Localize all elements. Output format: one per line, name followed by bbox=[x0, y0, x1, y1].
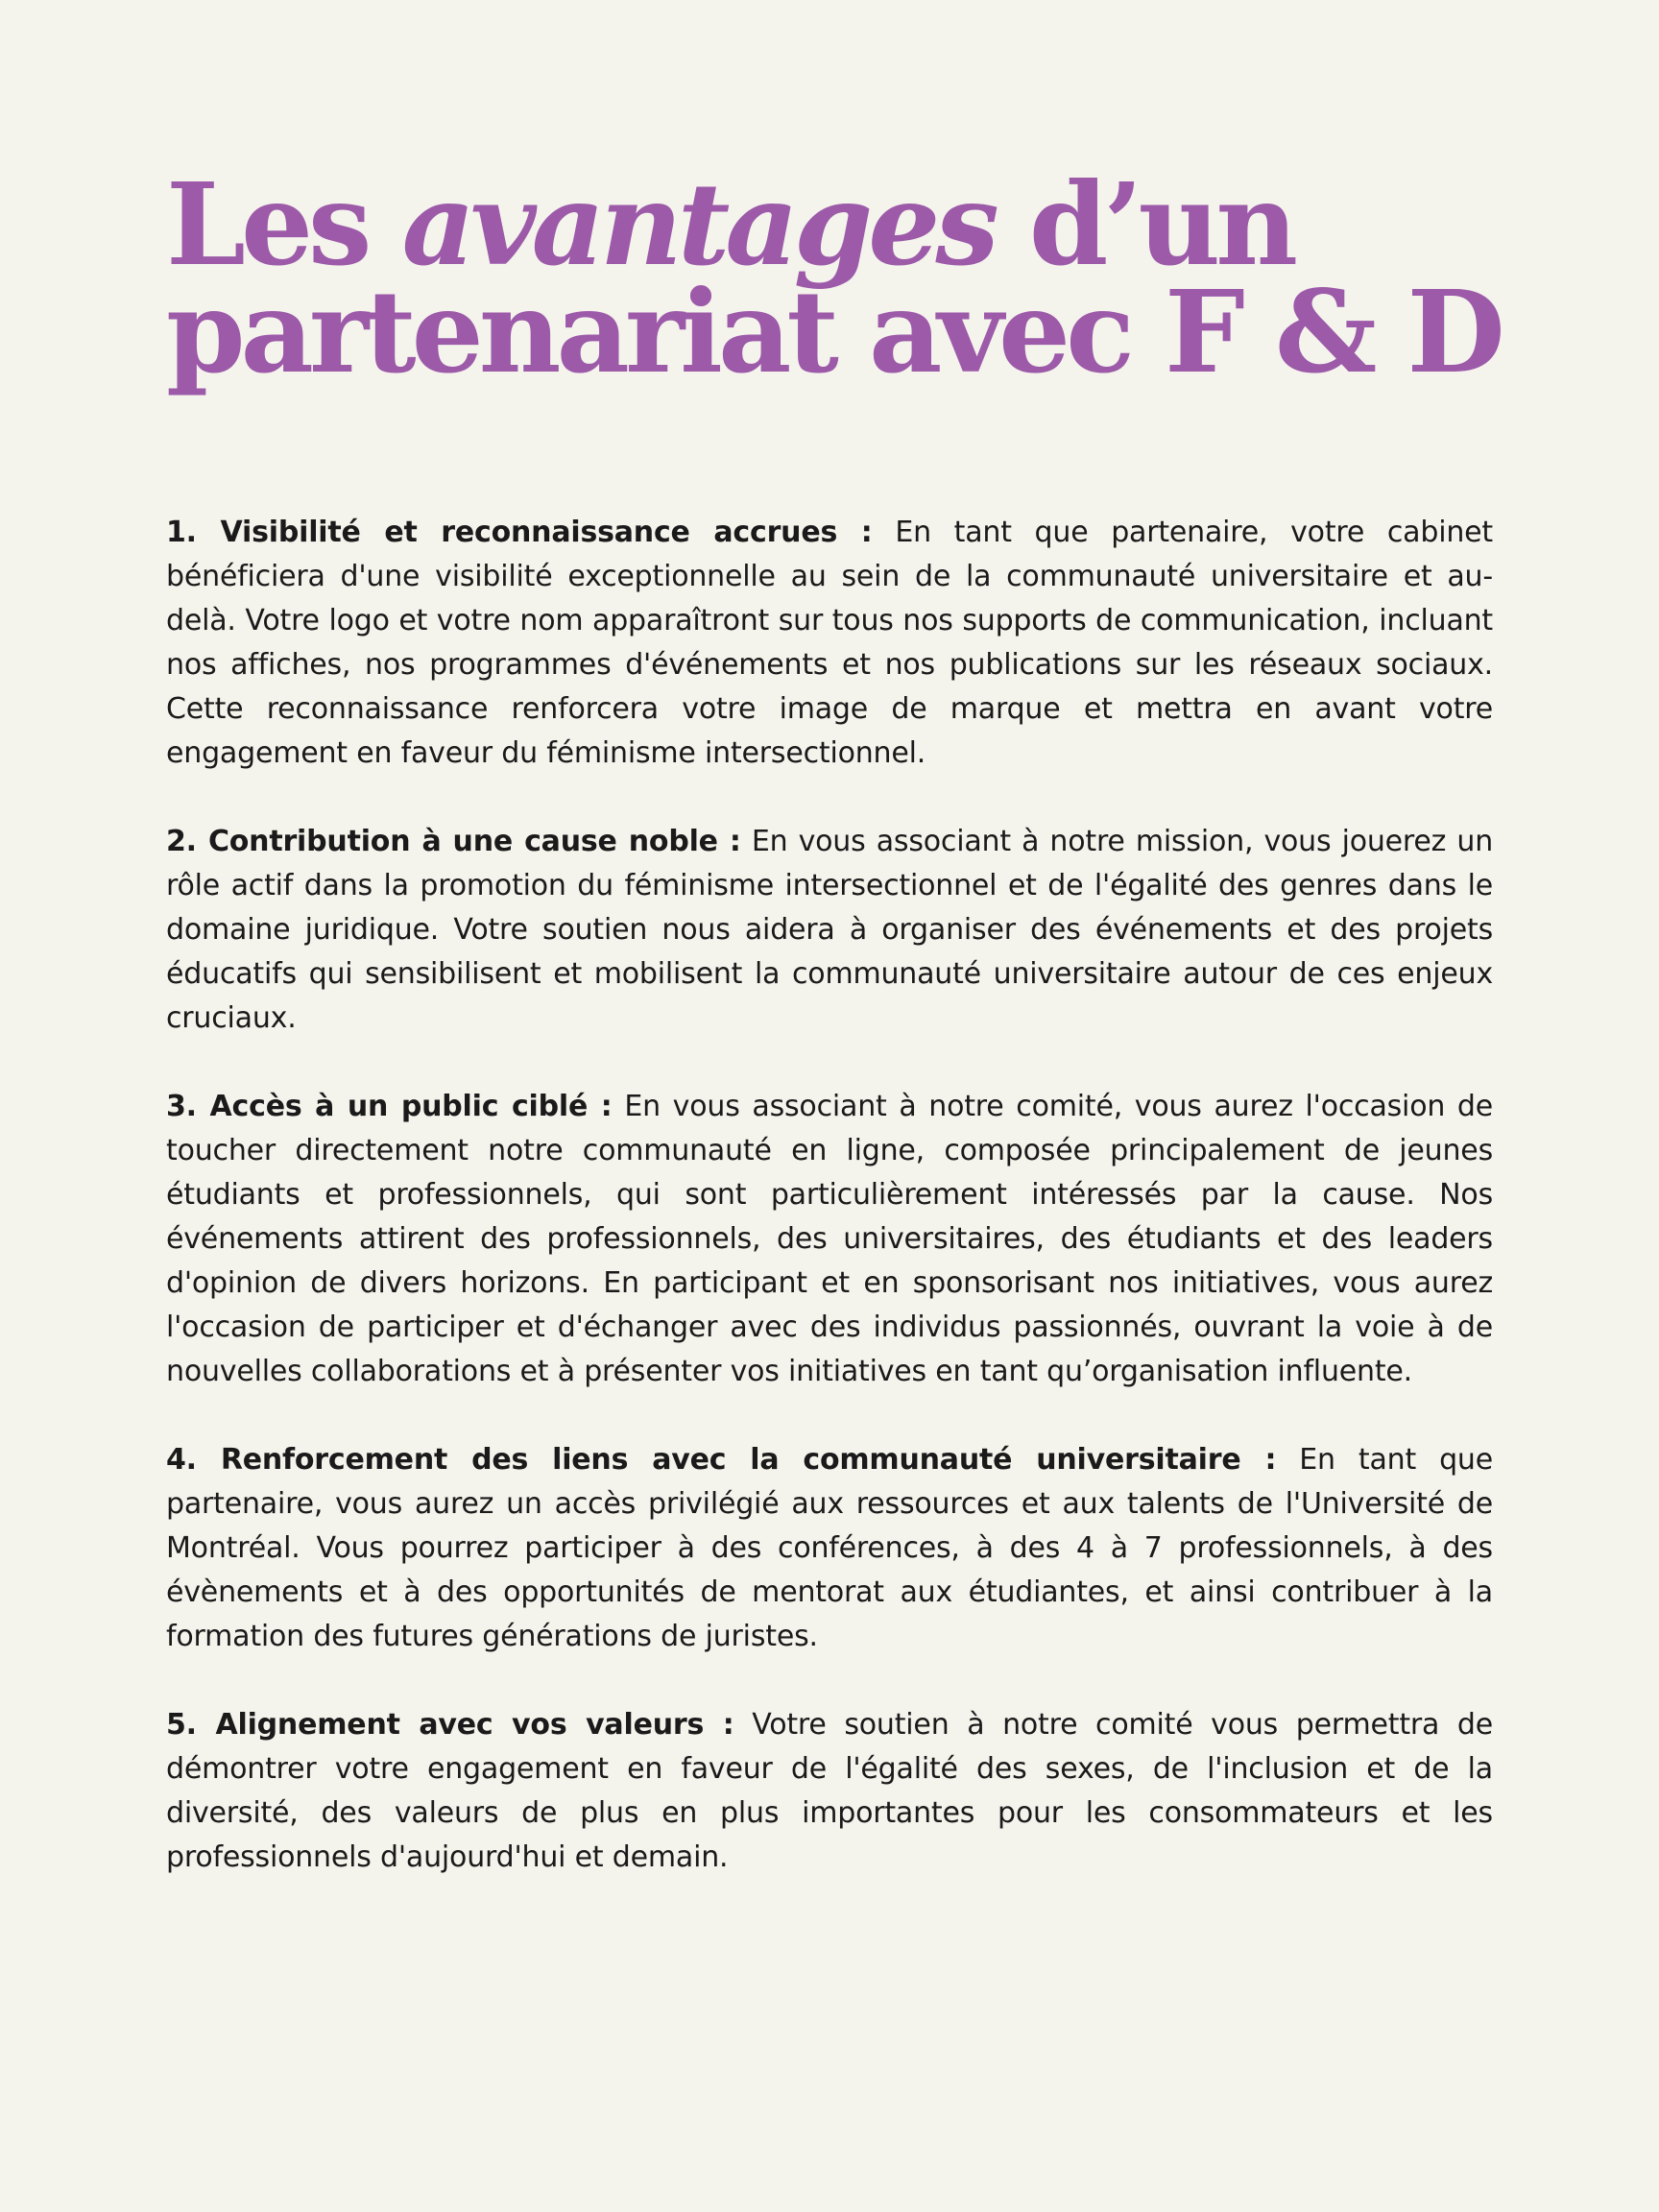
advantage-text: En vous associant à notre mission, vous jouerez un rôle actif dans la promotion du féminisme intersectionnel et de l'égalité des genres dans le domaine juridique. Votre soutien nous aidera à organiser des événements et des projets éducatifs qui sensibilisent et mobilisent la communauté universitaire autour de ces enjeux cruciaux. bbox=[166, 825, 1494, 1035]
advantage-text: Votre soutien à notre comité vous permettra de démontrer votre engagement en faveur de l'égalité des sexes, de l'inclusion et de la diversité, des valeurs de plus en plus importantes pour les consommateurs et les professionnels d'aujourd'hui et demain. bbox=[166, 1708, 1493, 1874]
title-part-2: d’un bbox=[994, 157, 1294, 291]
title-line-2: partenariat avec F & D bbox=[166, 265, 1501, 399]
title-part-1: Les bbox=[166, 157, 402, 291]
advantage-label: 3. Accès à un public ciblé : bbox=[166, 1090, 613, 1123]
advantage-item-4 bbox=[166, 1438, 1493, 1659]
advantage-text: En tant que partenaire, votre cabinet bénéficiera d'une visibilité exceptionnelle au sein de la communauté universitaire et au-delà. Votre logo et votre nom apparaîtront sur tous nos supports de communication, incluant nos affiches, nos programmes d'événements et nos publications sur les réseaux sociaux. Cette reconnaissance renforcera votre image de marque et mettra en avant votre engagement en faveur du féminisme intersectionnel. bbox=[166, 516, 1493, 770]
document-page bbox=[166, 0, 1501, 2212]
advantage-label: 2. Contribution à une cause noble : bbox=[166, 825, 741, 858]
page-title bbox=[166, 157, 1501, 399]
advantage-label: 5. Alignement avec vos valeurs : bbox=[166, 1708, 734, 1742]
advantage-label: 1. Visibilité et reconnaissance accrues : bbox=[166, 516, 873, 549]
advantage-item-3 bbox=[166, 1085, 1493, 1394]
title-emphasis: avantages bbox=[401, 157, 995, 291]
advantage-text: En vous associant à notre comité, vous aurez l'occasion de toucher directement notre communauté en ligne, composée principalement de jeunes étudiants et professionnels, qui sont particulièrement intéressés par la cause. Nos événements attirent des professionnels, des universitaires, des étudiants et des leaders d'opinion de divers horizons. En participant et en sponsorisant nos initiatives, vous aurez l'occasion de participer et d'échanger avec des individus passionnés, ouvrant la voie à de nouvelles collaborations et à présenter vos initiatives en tant qu’organisation influente. bbox=[166, 1090, 1494, 1388]
advantage-item-1 bbox=[166, 511, 1493, 776]
advantage-item-2 bbox=[166, 820, 1493, 1041]
advantage-label: 4. Renforcement des liens avec la communauté universitaire : bbox=[166, 1443, 1277, 1477]
advantage-item-5 bbox=[166, 1703, 1493, 1880]
title-line-1 bbox=[166, 157, 1493, 291]
advantage-text: En tant que partenaire, vous aurez un accès privilégié aux ressources et aux talents de l'Université de Montréal. Vous pourrez participer à des conférences, à des 4 à 7 professionnels, à des évènements et à des opportunités de mentorat aux étudiantes, et ainsi contribuer à la formation des futures générations de juristes. bbox=[166, 1443, 1493, 1653]
advantages-list bbox=[166, 511, 1493, 1924]
